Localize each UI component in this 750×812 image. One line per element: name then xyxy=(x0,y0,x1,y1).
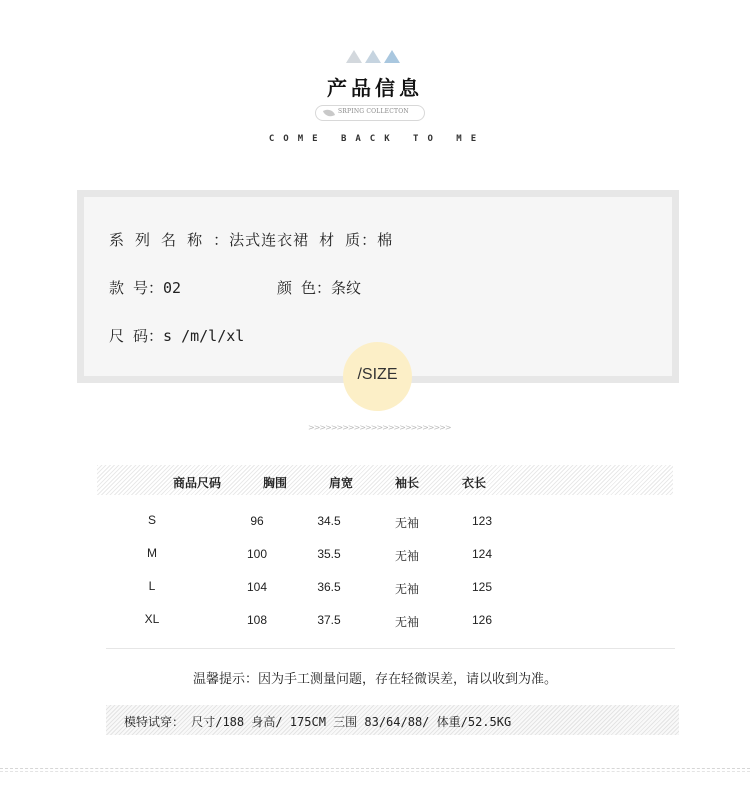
table-cell-chest: 104 xyxy=(246,580,268,594)
table-cell-chest: 108 xyxy=(246,613,268,627)
table-cell-shoulder: 34.5 xyxy=(317,514,341,528)
table-cell-sleeve: 无袖 xyxy=(394,615,419,629)
triangle-decoration xyxy=(0,50,750,64)
table-cell-length: 125 xyxy=(471,580,493,594)
style-number: 款 号：02 xyxy=(109,279,182,297)
table-cell-shoulder: 37.5 xyxy=(317,613,341,627)
table-cell-sleeve: 无袖 xyxy=(394,582,419,596)
table-cell-size: XL xyxy=(144,612,160,626)
collection-pill xyxy=(315,105,425,121)
triangle-icon xyxy=(384,50,400,63)
table-cell-shoulder: 36.5 xyxy=(317,580,341,594)
size-badge xyxy=(343,342,412,411)
bottom-dashed-line xyxy=(0,771,750,772)
model-info-bar xyxy=(106,705,679,735)
bottom-dashed-line xyxy=(0,768,750,769)
header-length: 衣长 xyxy=(462,476,487,490)
table-cell-size: S xyxy=(147,513,156,527)
table-cell-sleeve: 无袖 xyxy=(394,516,419,530)
table-cell-length: 126 xyxy=(471,613,493,627)
size-table-header xyxy=(97,465,673,495)
table-cell-shoulder: 35.5 xyxy=(317,547,341,561)
size-options: 尺 码：s /m/l/xl xyxy=(109,327,245,345)
size-badge-label: /SIZE xyxy=(357,366,398,383)
table-cell-size: M xyxy=(147,546,157,560)
series-material-line: 系 列 名 称 ：法式连衣裙 材 质：棉 xyxy=(109,231,394,249)
table-cell-sleeve: 无袖 xyxy=(394,549,419,563)
header-sleeve: 袖长 xyxy=(395,476,420,490)
header-size: 商品尺码 xyxy=(173,476,222,490)
section-divider xyxy=(106,648,675,649)
table-cell-size: L xyxy=(148,579,156,593)
page-title: 产品信息 xyxy=(327,76,423,100)
pill-label: SRPING COLLECTON xyxy=(338,108,409,115)
table-cell-length: 123 xyxy=(471,514,493,528)
table-cell-chest: 96 xyxy=(250,514,264,528)
table-cell-chest: 100 xyxy=(246,547,268,561)
header-chest: 胸围 xyxy=(263,476,288,490)
measurement-tip: 温馨提示：因为手工测量问题，存在轻微误差，请以收到为准。 xyxy=(192,672,557,687)
header-shoulder: 肩宽 xyxy=(329,476,354,490)
table-cell-length: 124 xyxy=(471,547,493,561)
triangle-icon xyxy=(365,50,381,63)
leaf-icon xyxy=(323,108,335,119)
triangle-icon xyxy=(346,50,362,63)
tagline: COME BACK TO ME xyxy=(268,134,486,144)
color-info: 颜 色：条纹 xyxy=(277,279,362,297)
chevron-divider: >>>>>>>>>>>>>>>>>>>>>>>>> xyxy=(308,423,451,432)
model-info-text: 模特试穿： 尺寸/188 身高/ 175CM 三围 83/64/88/ 体重/52.5KG xyxy=(124,715,512,729)
